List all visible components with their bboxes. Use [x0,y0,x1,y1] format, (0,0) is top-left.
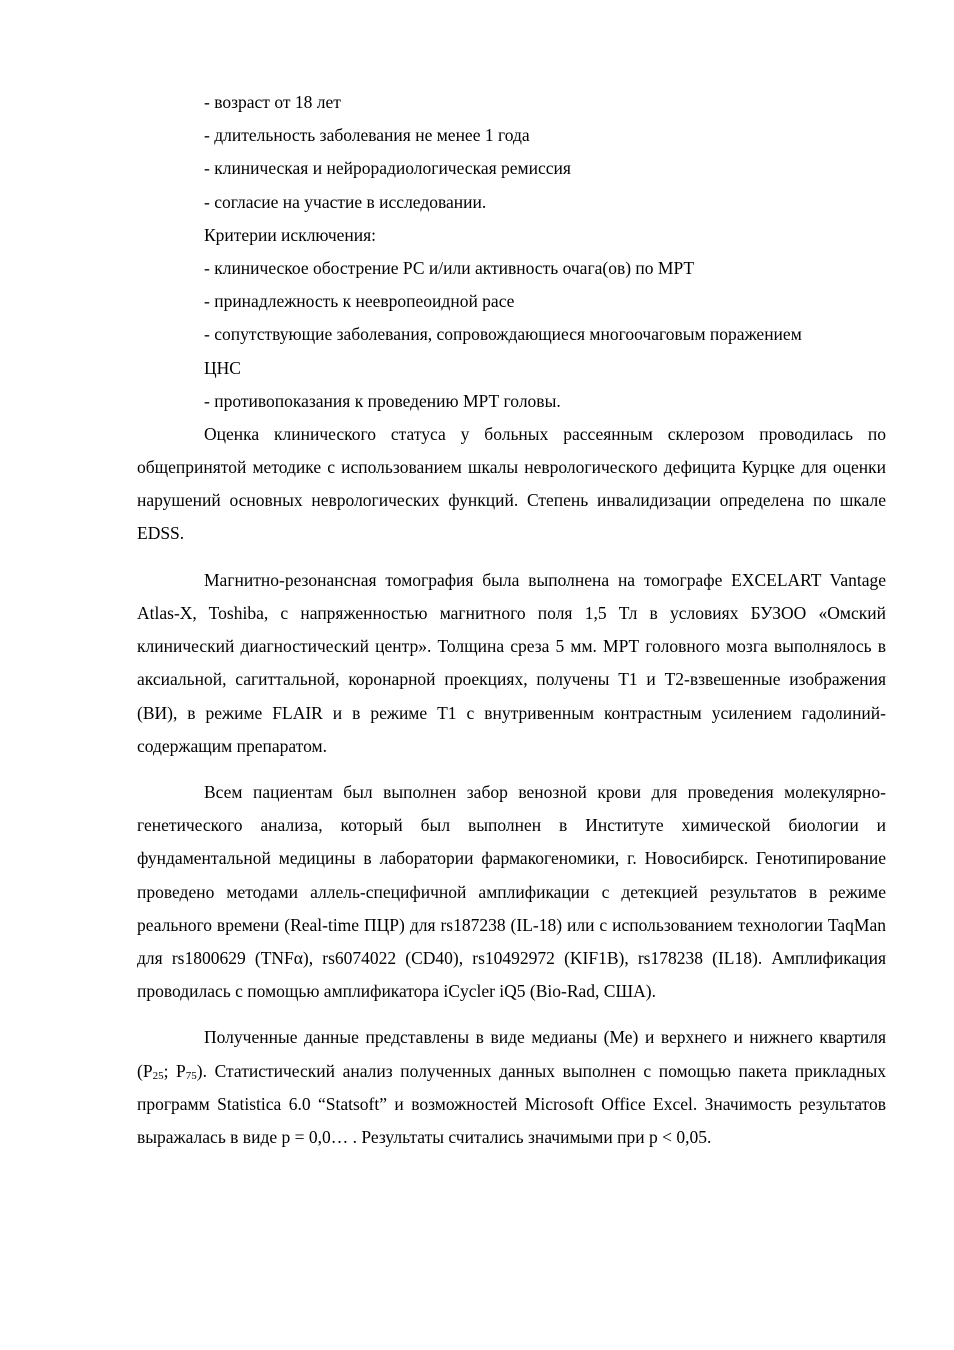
list-item: - возраст от 18 лет [204,92,341,112]
statistics-text-2: ; P [163,1060,186,1081]
paragraph-gap [137,1008,886,1021]
list-item: - клиническая и нейрорадиологическая ремиссия [204,158,571,179]
list-item: - клиническое обострение РС и/или активность очага(ов) по МРТ [204,257,695,278]
subscript-p75: 75 [185,1069,197,1082]
exclusion-heading: Критерии исключения: [204,224,377,245]
inclusion-criteria-list [137,86,886,219]
statistics-text-1: Полученные данные представлены в виде медианы (Ме) и верхнего и нижнего квартиля (P [137,1027,886,1081]
exclusion-criteria [137,219,886,418]
document-page [137,86,886,1154]
list-item: - противопоказания к проведению МРТ головы. [204,390,561,411]
list-item: - согласие на участие в исследовании. [204,191,487,212]
list-item: - сопутствующие заболевания, сопровождающиеся многоочаговым поражением [204,324,802,345]
paragraph-gap [137,551,886,564]
statistics-text-3: ). Статистический анализ полученных данных выполнен с помощью пакета прикладных программ Statistica 6.0 “Statsoft” и возможностей Microsoft Office Excel. Значимость результатов выражалась в виде p = 0,0… . Результаты считались значимыми при p < 0,05. [137,1060,886,1147]
paragraph-mri: Магнитно-резонансная томография была выполнена на томографе EXCELART Vantage Atlas-X, Toshiba, с напряженностью магнитного поля 1,5 Тл в условиях БУЗОО «Омский клинический диагностический центр». Толщина среза 5 мм. МРТ головного мозга выполнялось в аксиальной, сагиттальной, коронарной проекциях, получены Т1 и Т2-взвешенные изображения (ВИ), в режиме FLAIR и в режиме Т1 с внутривенным контрастным усилением гадолиний-содержащим препаратом. [137,569,886,756]
list-item: - принадлежность к неевропеоидной расе [204,291,515,312]
paragraph-statistics [137,1021,886,1154]
list-item: - длительность заболевания не менее 1 года [204,125,530,146]
subscript-p25: 25 [152,1069,164,1082]
paragraph-genetics: Всем пациентам был выполнен забор венозной крови для проведения молекулярно-генетического анализа, который был выполнен в Институте химической биологии и фундаментальной медицины в лаборатории фармакогеномики, г. Новосибирск. Генотипирование проведено методами аллель-специфичной амплификации с детекцией результатов в режиме реального времени (Real-time ПЦР) для rs187238 (IL-18) или с использованием технологии TaqMan для rs1800629 (TNFα), rs6074022 (CD40), rs10492972 (KIF1B), rs178238 (IL18). Амплификация проводилась с помощью амплификатора iCycler iQ5 (Bio-Rad, США). [137,781,886,1002]
paragraph-clinical-status: Оценка клинического статуса у больных рассеянным склерозом проводилась по общепринятой методике с использованием шкалы неврологического дефицита Курцке для оценки нарушений основных неврологических функций. Степень инвалидизации определена по шкале EDSS. [137,423,886,544]
list-item-continuation: ЦНС [204,357,241,378]
paragraph-gap [137,763,886,776]
